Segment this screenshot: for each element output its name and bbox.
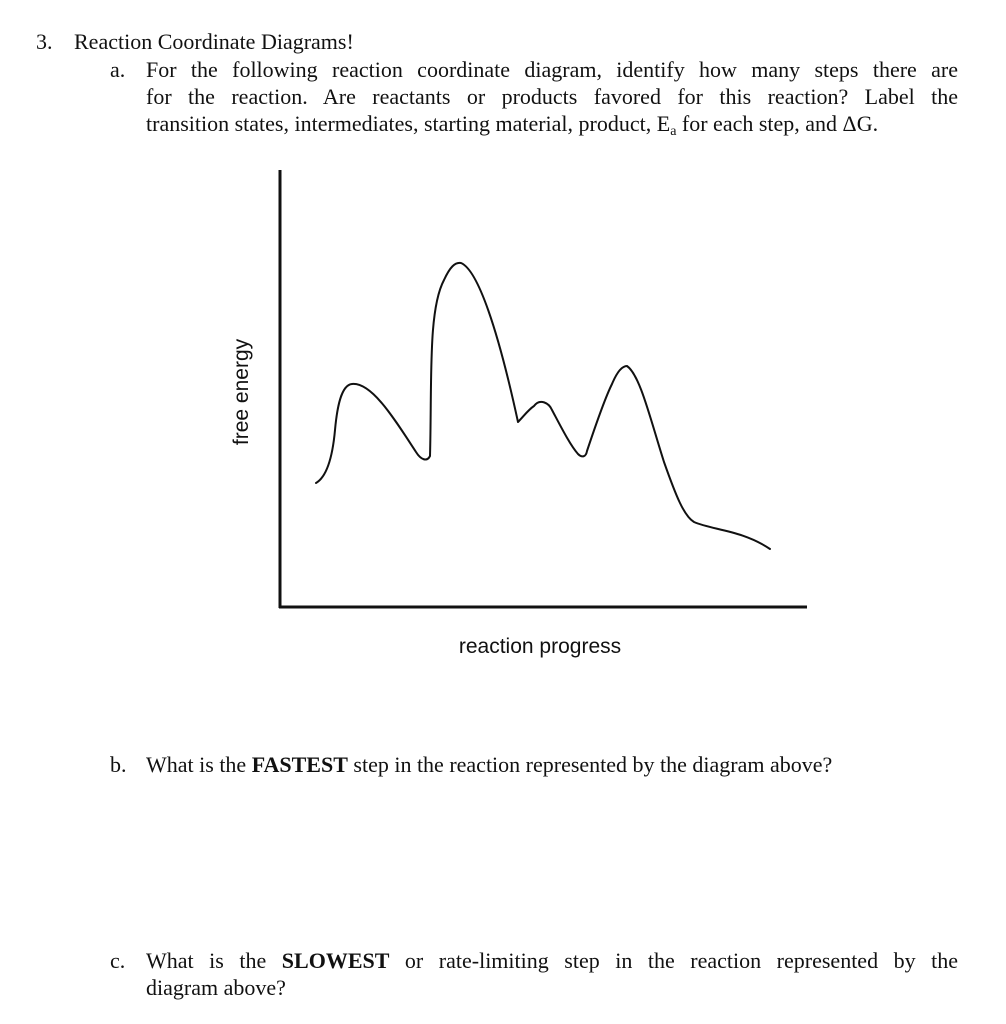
question-title: Reaction Coordinate Diagrams! — [74, 29, 354, 54]
part-a-line-2: for the reaction. Are reactants or products favored for this reaction? Label the — [146, 84, 958, 109]
part-b-pre: What is the — [146, 752, 252, 777]
part-b-post: step in the reaction represented by the diagram above? — [347, 752, 833, 777]
y-axis-label: free energy — [230, 338, 253, 446]
part-c-pre: What is the — [146, 948, 282, 973]
part-b-letter: b. — [110, 752, 127, 777]
part-a-line-3-subscript: a — [670, 124, 677, 139]
part-a-line-1: For the following reaction coordinate diagram, identify how many steps there are — [146, 57, 958, 82]
question-number: 3. — [36, 29, 53, 54]
part-c-line-1 — [146, 947, 958, 974]
part-b-question — [146, 751, 832, 778]
x-axis-label: reaction progress — [458, 635, 622, 658]
part-c-bold: SLOWEST — [281, 948, 390, 973]
part-b-bold: FASTEST — [251, 752, 348, 777]
part-c-line-2: diagram above? — [146, 975, 286, 1000]
part-c-post: or rate-limiting step in the reaction represented by the — [389, 948, 959, 973]
part-c-letter: c. — [110, 948, 126, 973]
part-a-line-3-start: transition states, intermediates, starting material, product, E — [146, 111, 671, 136]
part-a-letter: a. — [110, 57, 126, 82]
energy-curve — [316, 263, 770, 549]
part-a-line-3-end: for each step, and ΔG. — [676, 111, 879, 136]
